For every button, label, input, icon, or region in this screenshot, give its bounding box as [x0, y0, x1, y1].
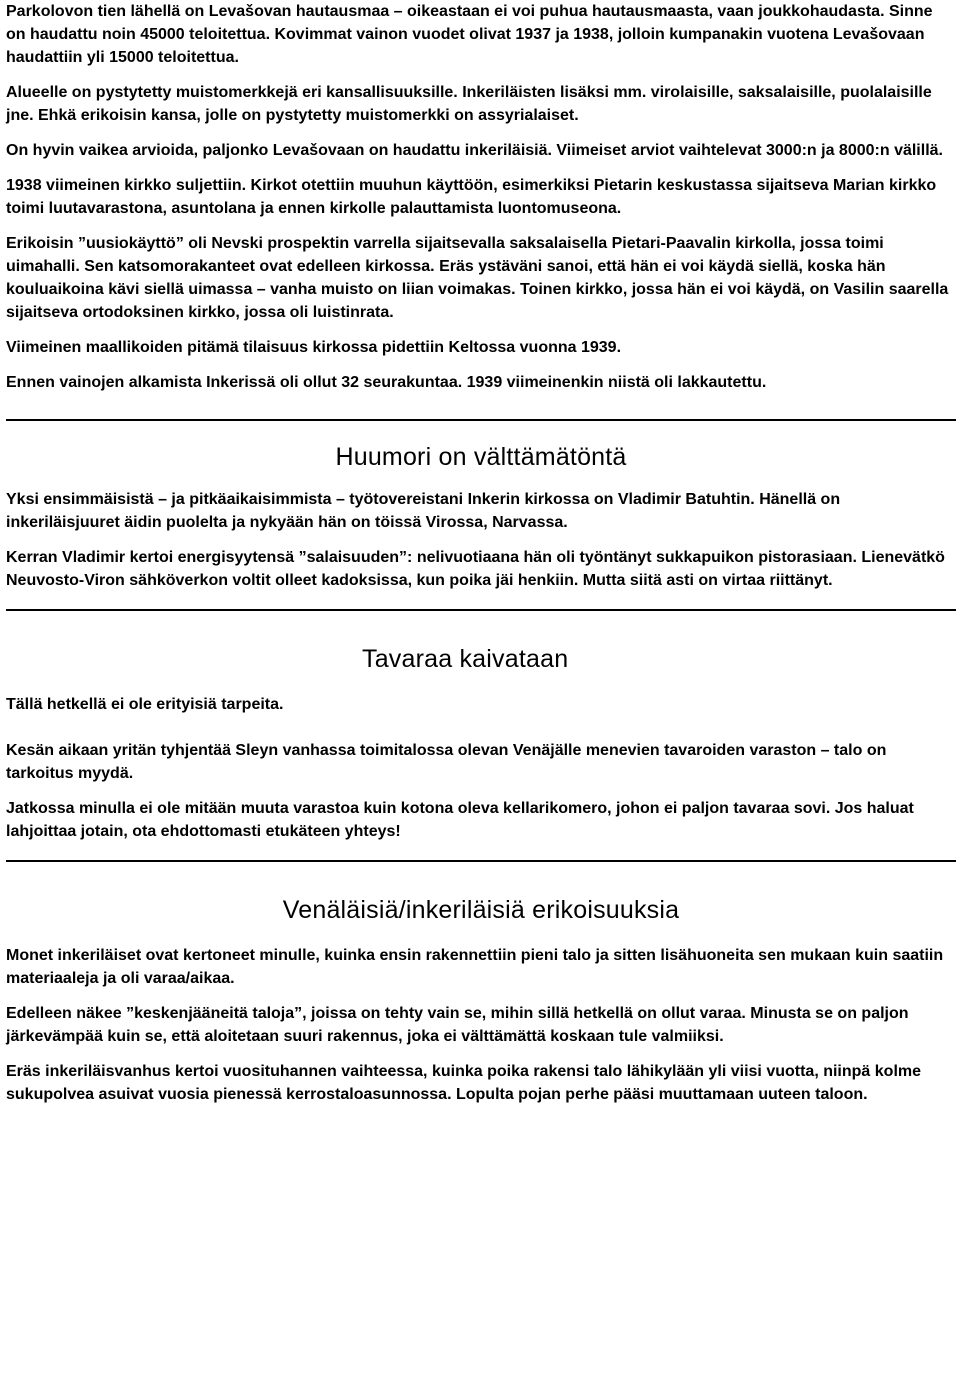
paragraph: Kerran Vladimir kertoi energisyytensä ”salaisuuden”: nelivuotiaana hän oli työntänyt sukkapuikon pistorasiaan. Lienevätkö Neuvosto-Viron sähköverkon voltit olleet kadoksissa, kun poika jäi henkiin. Mutta siitä asti on virtaa riittänyt. — [6, 549, 945, 589]
paragraph: Edelleen näkee ”keskenjääneitä taloja”, joissa on tehty vain se, mihin sillä hetkellä on ollut varaa. Minusta se on paljon järkevämpää kuin se, että aloitetaan suuri rakennus, joka ei välttämättä koskaan tule valmiiksi. — [6, 1005, 909, 1045]
paragraph: Jatkossa minulla ei ole mitään muuta varastoa kuin kotona oleva kellarikomero, johon ei paljon tavaraa sovi. Jos haluat lahjoittaa jotain, ota ehdottomasti etukäteen yhteys! — [6, 800, 914, 840]
section-erikoisuuksia — [6, 894, 956, 1106]
section-heading: Venäläisiä/inkeriläisiä erikoisuuksia — [282, 896, 680, 924]
paragraph: Erikoisin ”uusiokäyttö” oli Nevski prospektin varrella sijaitsevalla saksalaisella Pietari-Paavalin kirkolla, jossa toimi uimahalli. Sen katsomorakanteet ovat edelleen kirkossa. Eräs ystäväni sanoi, että hän ei voi käydä siellä, koska hän kouluaikoina kävi siellä uimassa – vanha muisto on liian voimakas. Toinen kirkko, jossa hän ei voi käydä, on Vasilin saarella sijaitseva ortodoksinen kirkko, jossa oli luistinrata. — [6, 235, 949, 321]
document-page — [6, 0, 956, 1106]
section-tavaraa — [6, 643, 956, 843]
paragraph: Parkolovon tien lähellä on Levašovan hautausmaa – oikeastaan ei voi puhua hautausmaasta, vaan joukkohaudasta. Sinne on haudattu noin 45000 teloitettua. Kovimmat vainon vuodet olivat 1937 ja 1938, jolloin kumpanakin vuotena Levašovaan haudattiin yli 15000 teloitettua. — [6, 3, 933, 66]
paragraph: On hyvin vaikea arvioida, paljonko Levašovaan on haudattu inkeriläisiä. Viimeiset arviot vaihtelevat 3000:n ja 8000:n välillä. — [6, 142, 943, 159]
paragraph: Kesän aikaan yritän tyhjentää Sleyn vanhassa toimitalossa olevan Venäjälle menevien tavaroiden varaston – talo on tarkoitus myydä. — [6, 742, 887, 782]
paragraph: 1938 viimeinen kirkko suljettiin. Kirkot otettiin muuhun käyttöön, esimerkiksi Pietarin keskustassa sijaitseva Marian kirkko toimi luutavarastona, asuntolana ja ennen kirkolle palauttamista luontomuseona. — [6, 177, 937, 217]
paragraph: Ennen vainojen alkamista Inkerissä oli ollut 32 seurakuntaa. 1939 viimeinenkin niistä oli lakkautettu. — [6, 374, 767, 391]
paragraph: Eräs inkeriläisvanhus kertoi vuosituhannen vaihteessa, kuinka poika rakensi talo lähikylään yli viisi vuotta, niinpä kolme sukupolvea asuivat vuosia pienessä kerrostaloasunnossa. Lopulta pojan perhe pääsi muuttamaan uuteen taloon. — [6, 1063, 922, 1103]
paragraph: Monet inkeriläiset ovat kertoneet minulle, kuinka ensin rakennettiin pieni talo ja sitten lisähuoneita sen mukaan kuin saatiin materiaaleja ja oli varaa/aikaa. — [6, 947, 944, 987]
section-heading: Huumori on välttämätöntä — [335, 443, 627, 471]
section-huumori — [6, 441, 956, 592]
section-levasova — [6, 0, 956, 394]
paragraph: Yksi ensimmäisistä – ja pitkäaikaisimmista – työtovereistani Inkerin kirkossa on Vladimir Batuhtin. Hänellä on inkeriläisjuuret äidin puolelta ja nykyään hän on töissä Virossa, Narvassa. — [6, 491, 841, 531]
paragraph: Alueelle on pystytetty muistomerkkejä eri kansallisuuksille. Inkeriläisten lisäksi mm. virolaisille, saksalaisille, puolalaisille jne. Ehkä erikoisin kansa, jolle on pystytetty muistomerkki on assyrialaiset. — [6, 84, 932, 124]
section-heading: Tavaraa kaivataan — [362, 645, 569, 673]
paragraph: Tällä hetkellä ei ole erityisiä tarpeita. — [6, 696, 284, 713]
paragraph: Viimeinen maallikoiden pitämä tilaisuus kirkossa pidettiin Keltossa vuonna 1939. — [6, 339, 622, 356]
